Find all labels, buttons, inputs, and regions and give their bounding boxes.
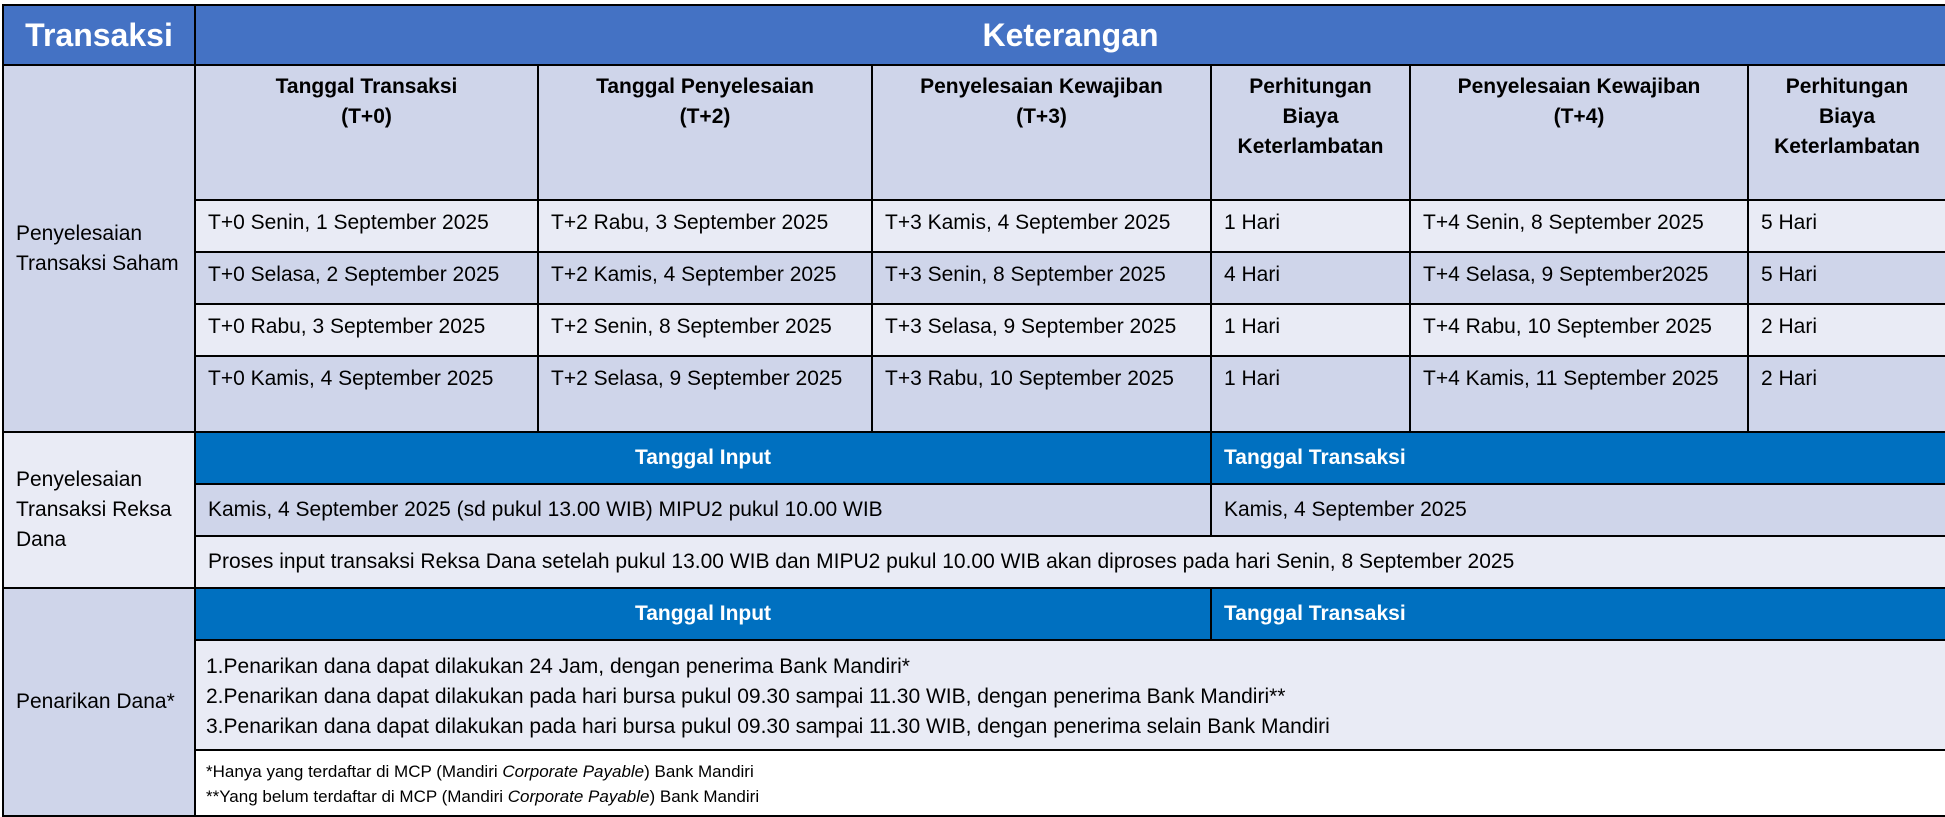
footnote-2: **Yang belum terdaftar di MCP (Mandiri Corporate Payable) Bank Mandiri — [206, 787, 760, 806]
table-cell: T+0 Kamis, 4 September 2025 — [195, 356, 538, 432]
header-keterangan: Keterangan — [195, 5, 1945, 65]
reksa-transaksi-value: Kamis, 4 September 2025 — [1211, 484, 1945, 536]
reksa-input-value: Kamis, 4 September 2025 (sd pukul 13.00 WIB) MIPU2 pukul 10.00 WIB — [195, 484, 1211, 536]
header-row — [3, 5, 1945, 65]
table-cell: 5 Hari — [1748, 252, 1945, 304]
column-header-biaya-2: Perhitungan Biaya Keterlambatan — [1748, 65, 1945, 200]
table-cell: T+2 Selasa, 9 September 2025 — [538, 356, 872, 432]
penarikan-header-row — [3, 588, 1945, 640]
table-cell: T+2 Senin, 8 September 2025 — [538, 304, 872, 356]
table-cell: T+0 Rabu, 3 September 2025 — [195, 304, 538, 356]
footnote-1: *Hanya yang terdaftar di MCP (Mandiri Corporate Payable) Bank Mandiri — [206, 762, 754, 781]
penarikan-tanggal-transaksi-header: Tanggal Transaksi — [1211, 588, 1945, 640]
column-header-kewajiban-t3: Penyelesaian Kewajiban (T+3) — [872, 65, 1211, 200]
table-row — [3, 252, 1945, 304]
row-label-saham: Penyelesaian Transaksi Saham — [3, 65, 195, 432]
column-header-tanggal-penyelesaian: Tanggal Penyelesaian (T+2) — [538, 65, 872, 200]
table-cell: 1 Hari — [1211, 200, 1410, 252]
table-cell: T+4 Selasa, 9 September2025 — [1410, 252, 1748, 304]
table-cell: T+3 Selasa, 9 September 2025 — [872, 304, 1211, 356]
table-cell: T+4 Rabu, 10 September 2025 — [1410, 304, 1748, 356]
settlement-schedule-table — [2, 4, 1945, 817]
table-row — [3, 356, 1945, 432]
table-row — [3, 304, 1945, 356]
table-cell: 4 Hari — [1211, 252, 1410, 304]
table-cell: 5 Hari — [1748, 200, 1945, 252]
table-cell: T+2 Kamis, 4 September 2025 — [538, 252, 872, 304]
list-item: 3.Penarikan dana dapat dilakukan pada hari bursa pukul 09.30 sampai 11.30 WIB, dengan penerima selain Bank Mandiri — [206, 715, 1330, 738]
table-cell: T+3 Kamis, 4 September 2025 — [872, 200, 1211, 252]
penarikan-items — [195, 640, 1945, 750]
footnotes — [195, 750, 1945, 816]
reksa-tanggal-transaksi-header: Tanggal Transaksi — [1211, 432, 1945, 484]
row-label-reksa-dana: Penyelesaian Transaksi Reksa Dana — [3, 432, 195, 588]
list-item: 2.Penarikan dana dapat dilakukan pada hari bursa pukul 09.30 sampai 11.30 WIB, dengan penerima Bank Mandiri** — [206, 685, 1286, 708]
reksa-tanggal-input-header: Tanggal Input — [195, 432, 1211, 484]
table-cell: T+4 Senin, 8 September 2025 — [1410, 200, 1748, 252]
table-cell: 1 Hari — [1211, 304, 1410, 356]
reksa-note-row — [3, 536, 1945, 588]
reksa-header-row — [3, 432, 1945, 484]
table-cell: T+2 Rabu, 3 September 2025 — [538, 200, 872, 252]
table-cell: 1 Hari — [1211, 356, 1410, 432]
column-header-biaya-1: Perhitungan Biaya Keterlambatan — [1211, 65, 1410, 200]
column-header-tanggal-transaksi: Tanggal Transaksi (T+0) — [195, 65, 538, 200]
table-cell: 2 Hari — [1748, 304, 1945, 356]
penarikan-notes-row — [3, 750, 1945, 816]
list-item: 1.Penarikan dana dapat dilakukan 24 Jam, dengan penerima Bank Mandiri* — [206, 655, 910, 678]
table-cell: T+3 Senin, 8 September 2025 — [872, 252, 1211, 304]
table-cell: T+0 Senin, 1 September 2025 — [195, 200, 538, 252]
reksa-note: Proses input transaksi Reksa Dana setelah pukul 13.00 WIB dan MIPU2 pukul 10.00 WIB akan diproses pada hari Senin, 8 September 2025 — [195, 536, 1945, 588]
table-row — [3, 200, 1945, 252]
table-cell: T+0 Selasa, 2 September 2025 — [195, 252, 538, 304]
table-cell: T+3 Rabu, 10 September 2025 — [872, 356, 1211, 432]
table-cell: 2 Hari — [1748, 356, 1945, 432]
row-label-penarikan-dana: Penarikan Dana* — [3, 588, 195, 816]
reksa-value-row — [3, 484, 1945, 536]
header-transaksi: Transaksi — [3, 5, 195, 65]
penarikan-items-row — [3, 640, 1945, 750]
penarikan-tanggal-input-header: Tanggal Input — [195, 588, 1211, 640]
saham-column-header-row — [3, 65, 1945, 200]
table-cell: T+4 Kamis, 11 September 2025 — [1410, 356, 1748, 432]
column-header-kewajiban-t4: Penyelesaian Kewajiban (T+4) — [1410, 65, 1748, 200]
